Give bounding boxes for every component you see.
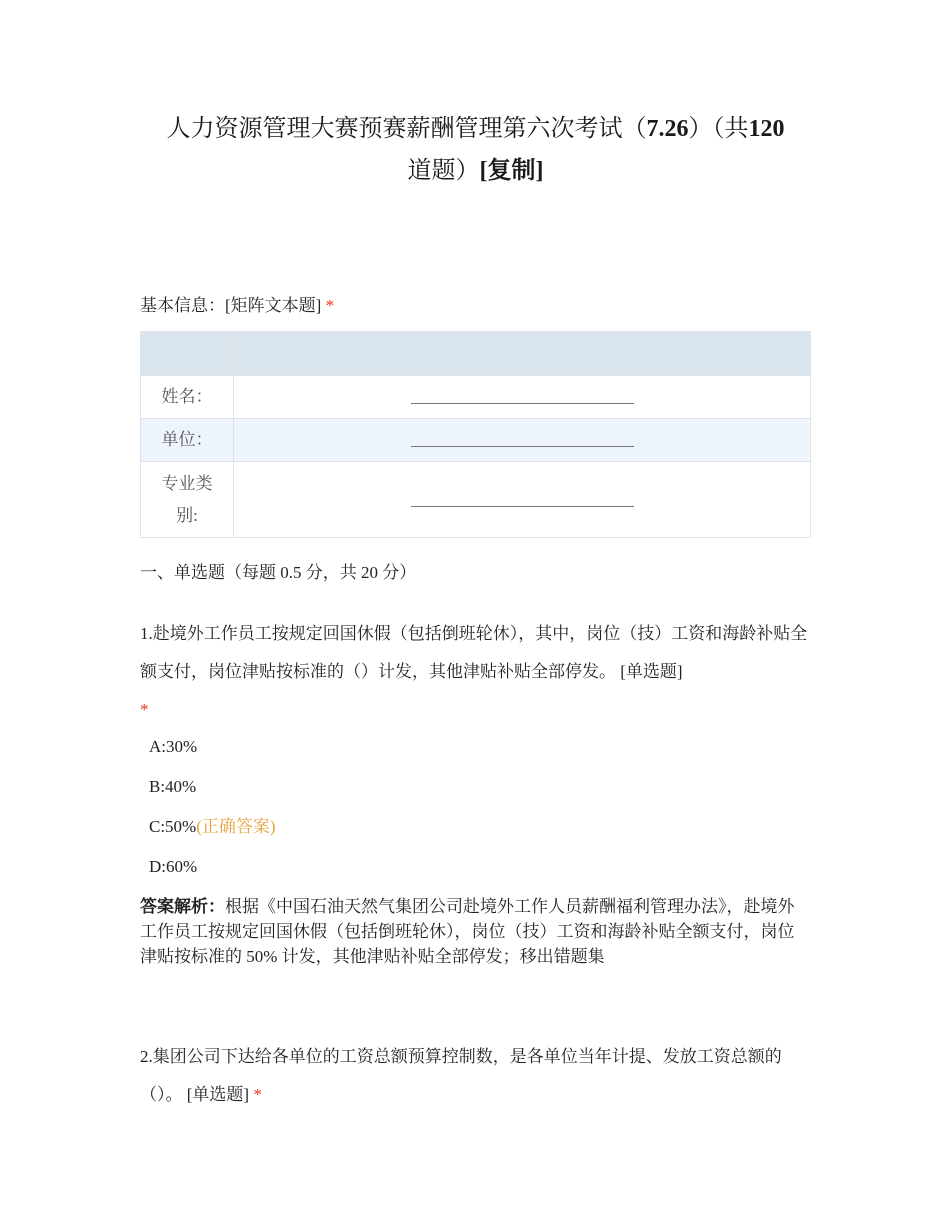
option-d[interactable]: D:60% — [149, 857, 198, 876]
name-input[interactable] — [411, 389, 634, 404]
analysis-text: 根据《中国石油天然气集团公司赴境外工作人员薪酬福利管理办法》，赴境外工作员工按规定回国休假（包括倒班轮休），岗位（技）工资和海龄补贴全额支付，岗位津贴按标准的 50% 计发，其他津贴补贴全部停发；移出错题集 — [140, 897, 795, 966]
page-title: 人力资源管理大赛预赛薪酬管理第六次考试（7.26）（共120 道题）[复制] — [166, 116, 785, 184]
question-1-text: 1.赴境外工作员工按规定回国休假（包括倒班轮休），其中，岗位（技）工资和海龄补贴全额支付，岗位津贴按标准的（）计发，其他津贴补贴全部停发。 [单选题] * — [140, 624, 808, 719]
basic-info-label: 基本信息：[矩阵文本题] * — [140, 296, 335, 315]
option-a[interactable]: A:30% — [149, 737, 198, 756]
table-row-major — [141, 462, 811, 538]
unit-input[interactable] — [411, 432, 634, 447]
required-marker: * — [325, 296, 335, 315]
analysis-label: 答案解析： — [140, 897, 225, 916]
table-header-row — [141, 332, 811, 376]
correct-answer-tag: (正确答案) — [196, 817, 276, 836]
unit-field-cell — [234, 419, 811, 462]
row-label-unit: 单位： — [141, 419, 234, 462]
table-row-name — [141, 376, 811, 419]
question-2-text: 2.集团公司下达给各单位的工资总额预算控制数，是各单位当年计提、发放工资总额的（）。 [单选题] * — [140, 1047, 782, 1104]
basic-info-table — [140, 331, 811, 538]
required-marker: * — [140, 700, 149, 719]
name-field-cell — [234, 376, 811, 419]
section-heading: 一、单选题（每题 0.5 分，共 20 分） — [140, 563, 417, 582]
major-input[interactable] — [411, 492, 634, 507]
option-c[interactable]: C:50%(正确答案) — [149, 817, 276, 836]
row-label-major: 专业类 别: — [141, 462, 234, 538]
required-marker: * — [253, 1085, 262, 1104]
row-label-name: 姓名： — [141, 376, 234, 419]
copy-link[interactable]: [复制] — [479, 158, 544, 184]
table-header-cell — [141, 332, 234, 376]
answer-analysis — [140, 894, 811, 969]
table-row-unit — [141, 419, 811, 462]
table-header-cell — [234, 332, 811, 376]
option-b[interactable]: B:40% — [149, 777, 197, 796]
major-field-cell — [234, 462, 811, 538]
